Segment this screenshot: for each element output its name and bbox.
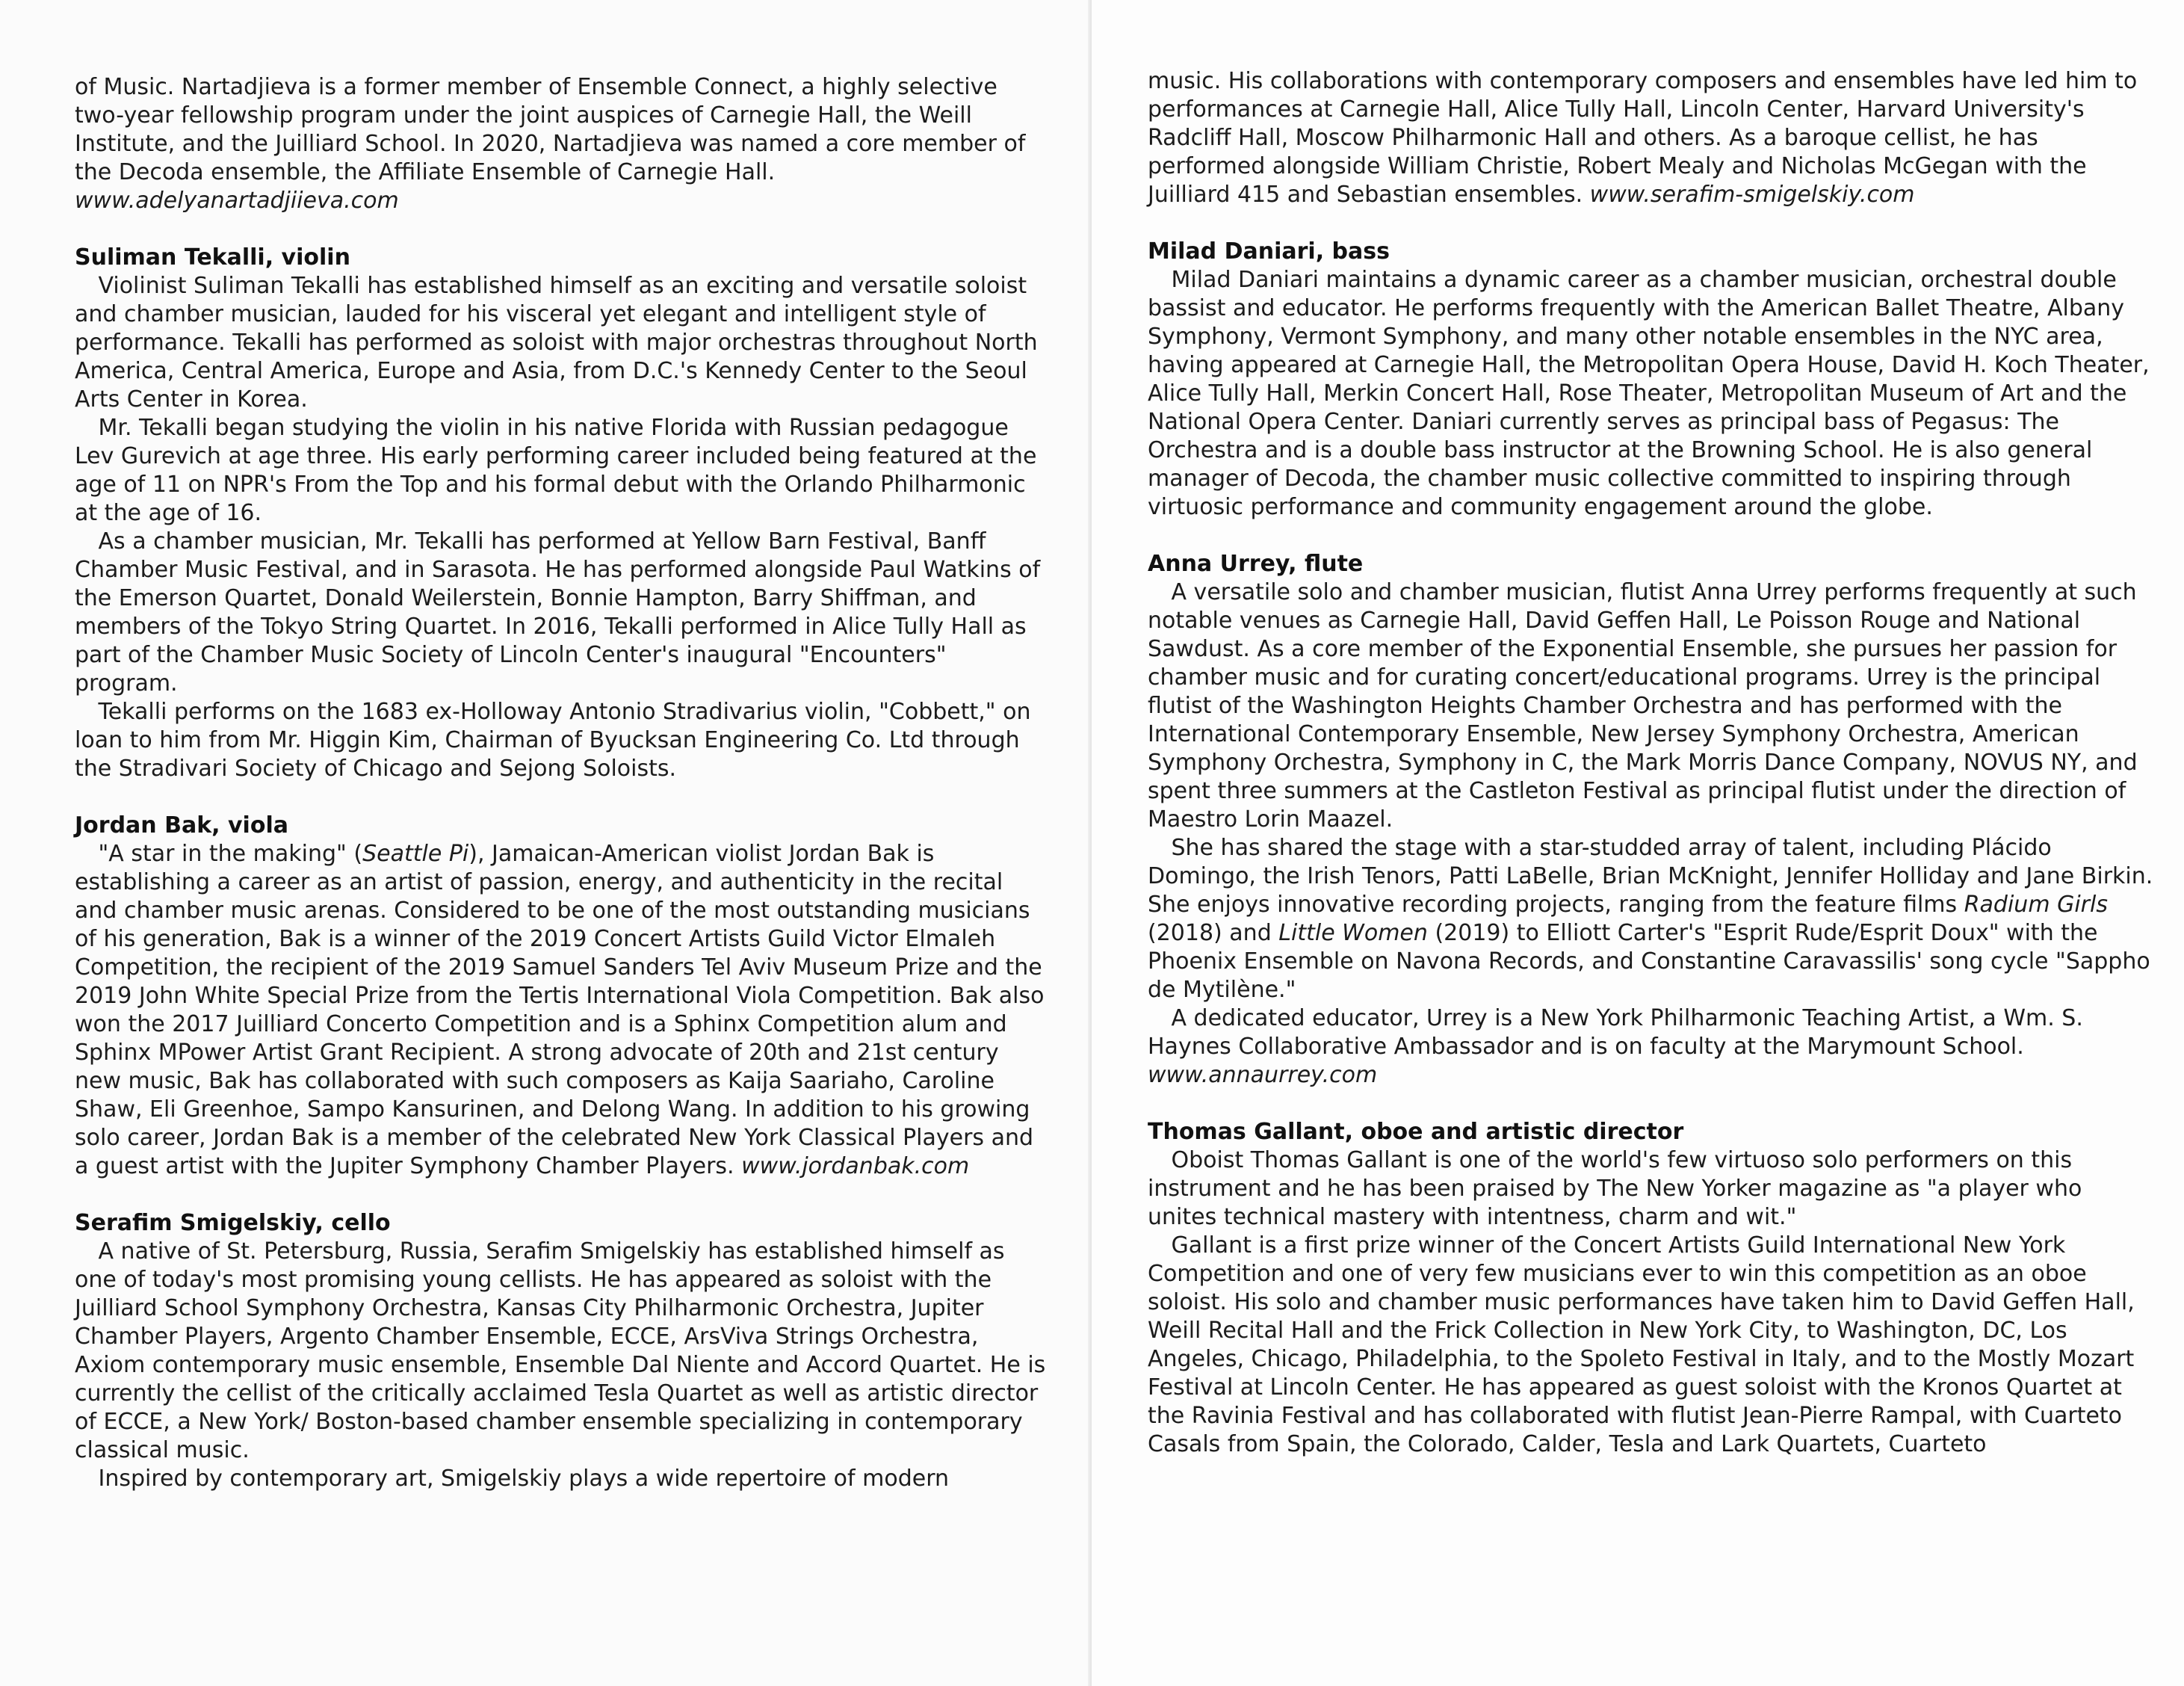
right-page <box>1092 0 2183 1686</box>
gallant-paragraph-2: Gallant is a first prize winner of the Concert Artists Guild International New York Competition and one of very few musicians ever to win this competition as an oboe soloist. His solo and chamber music performances have taken him to David Geffen Hall, Weill Recital Hall and the Frick Collection in New York City, to Washington, DC, Los Angeles, Chicago, Philadelphia, to the Spoleto Festival in Italy, and to the Mostly Mozart Festival at Lincoln Center. He has appeared as guest soloist with the Kronos Quartet at the Ravinia Festival and has collaborated with flutist Jean-Pierre Rampal, with Cuarteto Casals from Spain, the Colorado, Calder, Tesla and Lark Quartets, Cuarteto <box>1148 1232 2135 1457</box>
heading-daniari: Milad Daniari, bass <box>1148 238 1390 265</box>
tekalli-paragraph-1: Violinist Suliman Tekalli has established himself as an exciting and versatile soloist and chamber musician, lauded for his visceral yet elegant and intelligent style of performance. Tekalli has performed as soloist with major orchestras throughout North America, Central America, Europe and Asia, from D.C.'s Kennedy Center to the Seoul Arts Center in Korea. <box>75 273 1038 413</box>
heading-tekalli: Suliman Tekalli, violin <box>75 244 350 271</box>
bio-smigelskiy <box>75 1209 1047 1493</box>
tekalli-paragraph-3: As a chamber musician, Mr. Tekalli has performed at Yellow Barn Festival, Banff Chamber Music Festival, and in Sarasota. He has performed alongside Paul Watkins of the Emerson Quartet, Donald Weilerstein, Bonnie Hampton, Barry Shiffman, and members of the Tokyo String Quartet. In 2016, Tekalli performed in Alice Tully Hall as part of the Chamber Music Society of Lincoln Center's inaugural "Encounters" program. <box>75 528 1041 697</box>
urrey-paragraph-3: A dedicated educator, Urrey is a New York Philharmonic Teaching Artist, a Wm. S. Haynes Collaborative Ambassador and is on faculty at the Marymount School. www.annaurrey.com <box>1148 1005 2083 1088</box>
urrey-paragraph-1: A versatile solo and chamber musician, flutist Anna Urrey performs frequently at such notable venues as Carnegie Hall, David Geffen Hall, Le Poisson Rouge and National Sawdust. As a core member of the Exponential Ensemble, she pursues her passion for chamber music and for curating concert/educational programs. Urrey is the principal flutist of the Washington Heights Chamber Orchestra and has performed with the International Contemporary Ensemble, New Jersey Symphony Orchestra, American Symphony Orchestra, Symphony in C, the Mark Morris Dance Company, NOVUS NY, and spent three summers at the Castleton Festival as principal flutist under the direction of Maestro Lorin Maazel. <box>1148 579 2138 833</box>
heading-urrey: Anna Urrey, flute <box>1148 551 1364 577</box>
bio-tekalli <box>75 244 1047 783</box>
heading-bak: Jordan Bak, viola <box>75 812 288 839</box>
daniari-paragraph-1: Milad Daniari maintains a dynamic career as a chamber musician, orchestral double bassist and educator. He performs frequently with the American Ballet Theatre, Albany Symphony, Vermont Symphony, and many other notable ensembles in the NYC area, having appeared at Carnegie Hall, the Metropolitan Opera House, David H. Koch Theater, Alice Tully Hall, Merkin Concert Hall, Rose Theater, Metropolitan Museum of Art and the National Opera Center. Daniari currently serves as principal bass of Pegasus: The Orchestra and is a double bass instructor at the Browning School. He is also general manager of Decoda, the chamber music collective committed to inspiring through virtuosic performance and community engagement around the globe. <box>1148 267 2150 520</box>
bio-urrey <box>1148 550 2153 1090</box>
gallant-paragraph-1: Oboist Thomas Gallant is one of the world's few virtuoso solo performers on this instrument and he has been praised by The New Yorker magazine as "a player who unites technical mastery with intentness, charm and wit." <box>1148 1147 2082 1230</box>
film-title-radium-girls: Radium Girls <box>1964 892 2108 918</box>
heading-smigelskiy: Serafim Smigelskiy, cello <box>75 1210 391 1236</box>
smigelskiy-website-link[interactable]: www.serafim-smigelskiy.com <box>1589 182 1915 208</box>
bio-daniari <box>1148 238 2153 522</box>
urrey-website-link[interactable]: www.annaurrey.com <box>1148 1062 1378 1088</box>
tekalli-paragraph-4: Tekalli performs on the 1683 ex-Holloway Antonio Stradivarius violin, "Cobbett," on loan to him from Mr. Higgin Kim, Chairman of Byucksan Engineering Co. Ltd through the Stradivari Society of Chicago and Sejong Soloists. <box>75 699 1031 782</box>
nartadjieva-website-link[interactable]: www.adelyanartadjiieva.com <box>75 188 399 214</box>
film-title-little-women: Little Women <box>1278 920 1428 946</box>
smigelskiy-bio-continuation: music. His collaborations with contemporary composers and ensembles have led him to performances at Carnegie Hall, Alice Tully Hall, Lincoln Center, Harvard University's Radcliff Hall, Moscow Philharmonic Hall and others. As a baroque cellist, he has performed alongside William Christie, Robert Mealy and Nicholas McGegan with the Juilliard 415 and Sebastian ensembles. www.serafim-smigelskiy.com <box>1148 68 2138 208</box>
bak-paragraph-1: "A star in the making" (Seattle Pi), Jamaican-American violist Jordan Bak is establishing a career as an artist of passion, energy, and authenticity in the recital and chamber music arenas. Considered to be one of the most outstanding musicians of his generation, Bak is a winner of the 2019 Concert Artists Guild Victor Elmaleh Competition, the recipient of the 2019 Samuel Sanders Tel Aviv Museum Prize and the 2019 John White Special Prize from the Tertis International Viola Competition. Bak also won the 2017 Juilliard Concerto Competition and is a Sphinx Competition alum and Sphinx MPower Artist Grant Recipient. A strong advocate of 20th and 21st century new music, Bak has collaborated with such composers as Kaija Saariaho, Caroline Shaw, Eli Greenhoe, Sampo Kansurinen, and Delong Wang. In addition to his growing solo career, Jordan Bak is a member of the celebrated New York Classical Players and a guest artist with the Jupiter Symphony Chamber Players. www.jordanbak.com <box>75 841 1045 1179</box>
nartadjieva-bio-continuation: of Music. Nartadjieva is a former member of Ensemble Connect, a highly selective two-year fellowship program under the joint auspices of Carnegie Hall, the Weill Institute, and the Juilliard School. In 2020, Nartadjieva was named a core member of the Decoda ensemble, the Affiliate Ensemble of Carnegie Hall. www.adelyanartadjiieva.com <box>75 74 1026 214</box>
urrey-paragraph-2: She has shared the stage with a star-studded array of talent, including Plácido Domingo, the Irish Tenors, Patti LaBelle, Brian McKnight, Jennifer Holliday and Jane Birkin. She enjoys innovative recording projects, ranging from the feature films Radium Girls (2018) and Little Women (2019) to Elliott Carter's "Esprit Rude/Esprit Doux" with the Phoenix Ensemble on Navona Records, and Constantine Caravassilis' song cycle "Sappho de Mytilène." <box>1148 835 2153 1003</box>
heading-gallant: Thomas Gallant, oboe and artistic director <box>1148 1119 1684 1145</box>
bio-bak <box>75 812 1047 1181</box>
bio-gallant <box>1148 1118 2153 1459</box>
bak-press-source: Seattle Pi <box>362 841 469 867</box>
bak-website-link[interactable]: www.jordanbak.com <box>741 1153 970 1179</box>
smigelskiy-paragraph-2: Inspired by contemporary art, Smigelskiy plays a wide repertoire of modern <box>98 1466 950 1492</box>
smigelskiy-paragraph-1: A native of St. Petersburg, Russia, Serafim Smigelskiy has established himself as one of today's most promising young cellists. He has appeared as soloist with the Juilliard School Symphony Orchestra, Kansas City Philharmonic Orchestra, Jupiter Chamber Players, Argento Chamber Ensemble, ECCE, ArsViva Strings Orchestra, Axiom contemporary music ensemble, Ensemble Dal Niente and Accord Quartet. He is currently the cellist of the critically acclaimed Tesla Quartet as well as artistic director of ECCE, a New York/ Boston-based chamber ensemble specializing in contemporary classical music. <box>75 1238 1046 1463</box>
tekalli-paragraph-2: Mr. Tekalli began studying the violin in his native Florida with Russian pedagogue Lev Gurevich at age three. His early performing career included being featured at the age of 11 on NPR's From the Top and his formal debut with the Orlando Philharmonic at the age of 16. <box>75 415 1037 526</box>
